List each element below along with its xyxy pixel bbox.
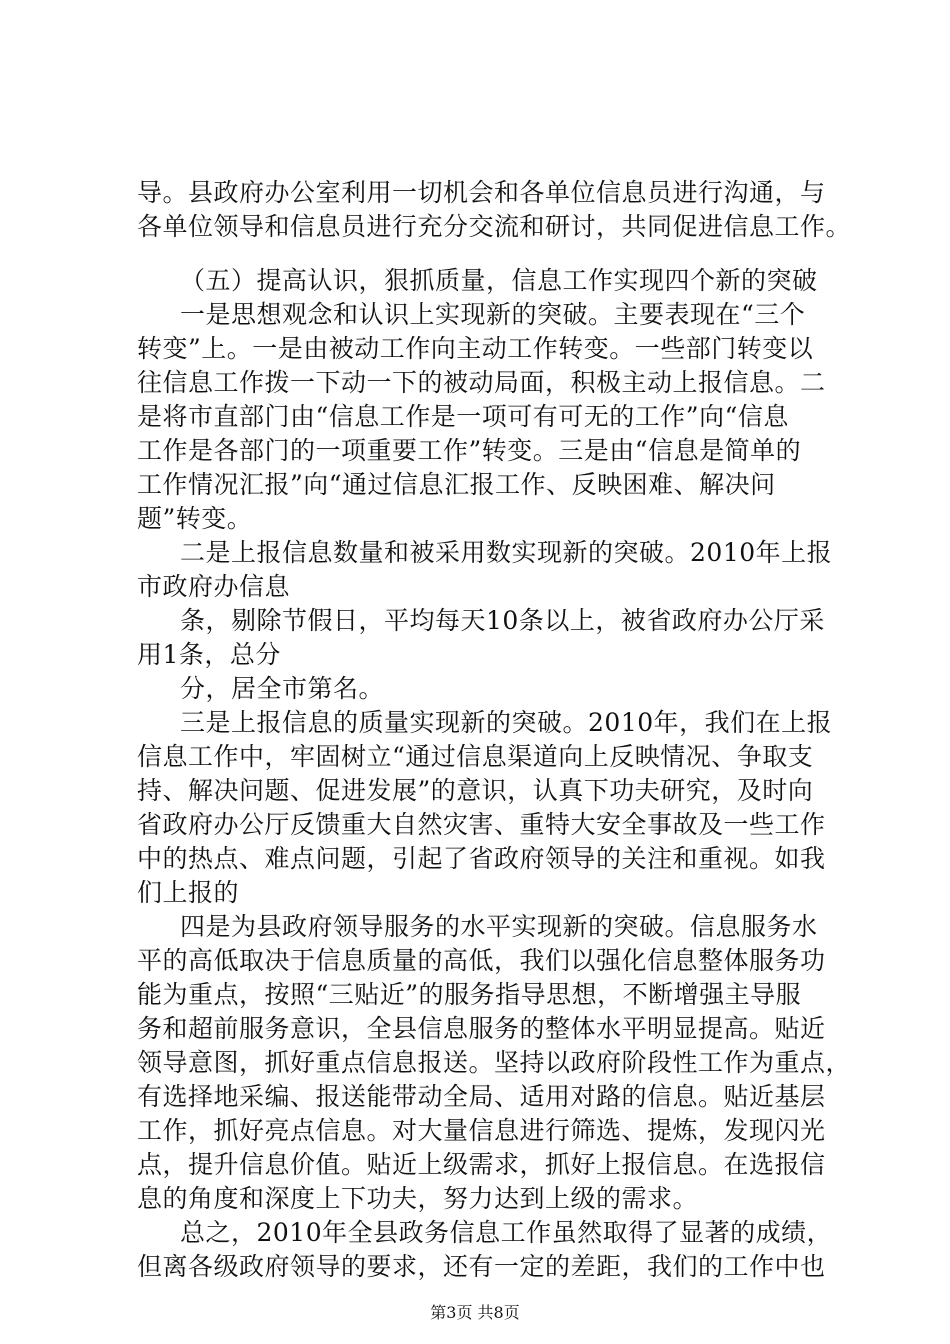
paragraph-line: 四是为县政府领导服务的水平实现新的突破。信息服务水: [180, 912, 818, 941]
paragraph-line: 总之，2010年全县政务信息工作虽然取得了显著的成绩，: [180, 1218, 833, 1247]
paragraph-line: 平的高低取决于信息质量的高低，我们以强化信息整体服务功: [137, 946, 826, 975]
paragraph-line: 息的角度和深度上下功夫，努力达到上级的需求。: [137, 1184, 699, 1213]
paragraph-line: 中的热点、难点问题，引起了省政府领导的关注和重视。如我: [137, 844, 826, 873]
paragraph-line: 三是上报信息的质量实现新的突破。2010年，我们在上报: [180, 708, 833, 737]
paragraph-line: 二是上报信息数量和被采用数实现新的突破。2010年上报: [180, 538, 833, 567]
page-number-footer: 第3页 共8页: [430, 1303, 520, 1322]
paragraph-line: 持、解决问题、促进发展”的意识，认真下功夫研究，及时向: [137, 776, 814, 805]
paragraph-line: 是将市直部门由“信息工作是一项可有可无的工作”向“信息: [137, 402, 789, 431]
paragraph-line: 各单位领导和信息员进行充分交流和研讨，共同促进信息工作。: [137, 212, 852, 241]
paragraph-line: 题”转变。: [137, 504, 253, 533]
paragraph-line: 一是思想观念和认识上实现新的突破。主要表现在“三个: [180, 300, 806, 329]
paragraph-line: 务和超前服务意识，全县信息服务的整体水平明显提高。贴近: [137, 1014, 826, 1043]
paragraph-line: 点，提升信息价值。贴近上级需求，抓好上报信息。在选报信: [137, 1150, 826, 1179]
paragraph-line: 省政府办公厅反馈重大自然灾害、重特大安全事故及一些工作: [137, 810, 826, 839]
paragraph-line: 能为重点，按照“三贴近”的服务指导思想，不断增强主导服: [137, 980, 802, 1009]
paragraph-line: 信息工作中，牢固树立“通过信息渠道向上反映情况、争取支: [137, 742, 814, 771]
paragraph-line: 用1条，总分: [137, 640, 281, 669]
paragraph-line: 工作情况汇报”向“通过信息汇报工作、反映困难、解决问: [137, 470, 776, 499]
paragraph-line: 工作，抓好亮点信息。对大量信息进行筛选、提炼，发现闪光: [137, 1116, 826, 1145]
paragraph-line: 市政府办信息: [137, 572, 291, 601]
paragraph-line: 有选择地采编、报送能带动全局、适用对路的信息。贴近基层: [137, 1082, 826, 1111]
paragraph-line: 分，居全市第名。: [180, 674, 385, 703]
paragraph-line: 领导意图，抓好重点信息报送。坚持以政府阶段性工作为重点，: [137, 1048, 852, 1077]
paragraph-line: 但离各级政府领导的要求，还有一定的差距，我们的工作中也: [137, 1252, 826, 1281]
paragraph-line: 条，剔除节假日，平均每天10条以上，被省政府办公厅采: [180, 606, 825, 635]
section-heading: （五）提高认识，狠抓质量，信息工作实现四个新的突破: [180, 266, 818, 295]
paragraph-line: 导。县政府办公室利用一切机会和各单位信息员进行沟通，与: [137, 178, 826, 207]
paragraph-line: 转变”上。一是由被动工作向主动工作转变。一些部门转变以: [137, 334, 814, 363]
paragraph-line: 工作是各部门的一项重要工作”转变。三是由“信息是简单的: [137, 436, 802, 465]
paragraph-line: 往信息工作拨一下动一下的被动局面，积极主动上报信息。二: [137, 368, 826, 397]
paragraph-line: 们上报的: [137, 878, 240, 907]
